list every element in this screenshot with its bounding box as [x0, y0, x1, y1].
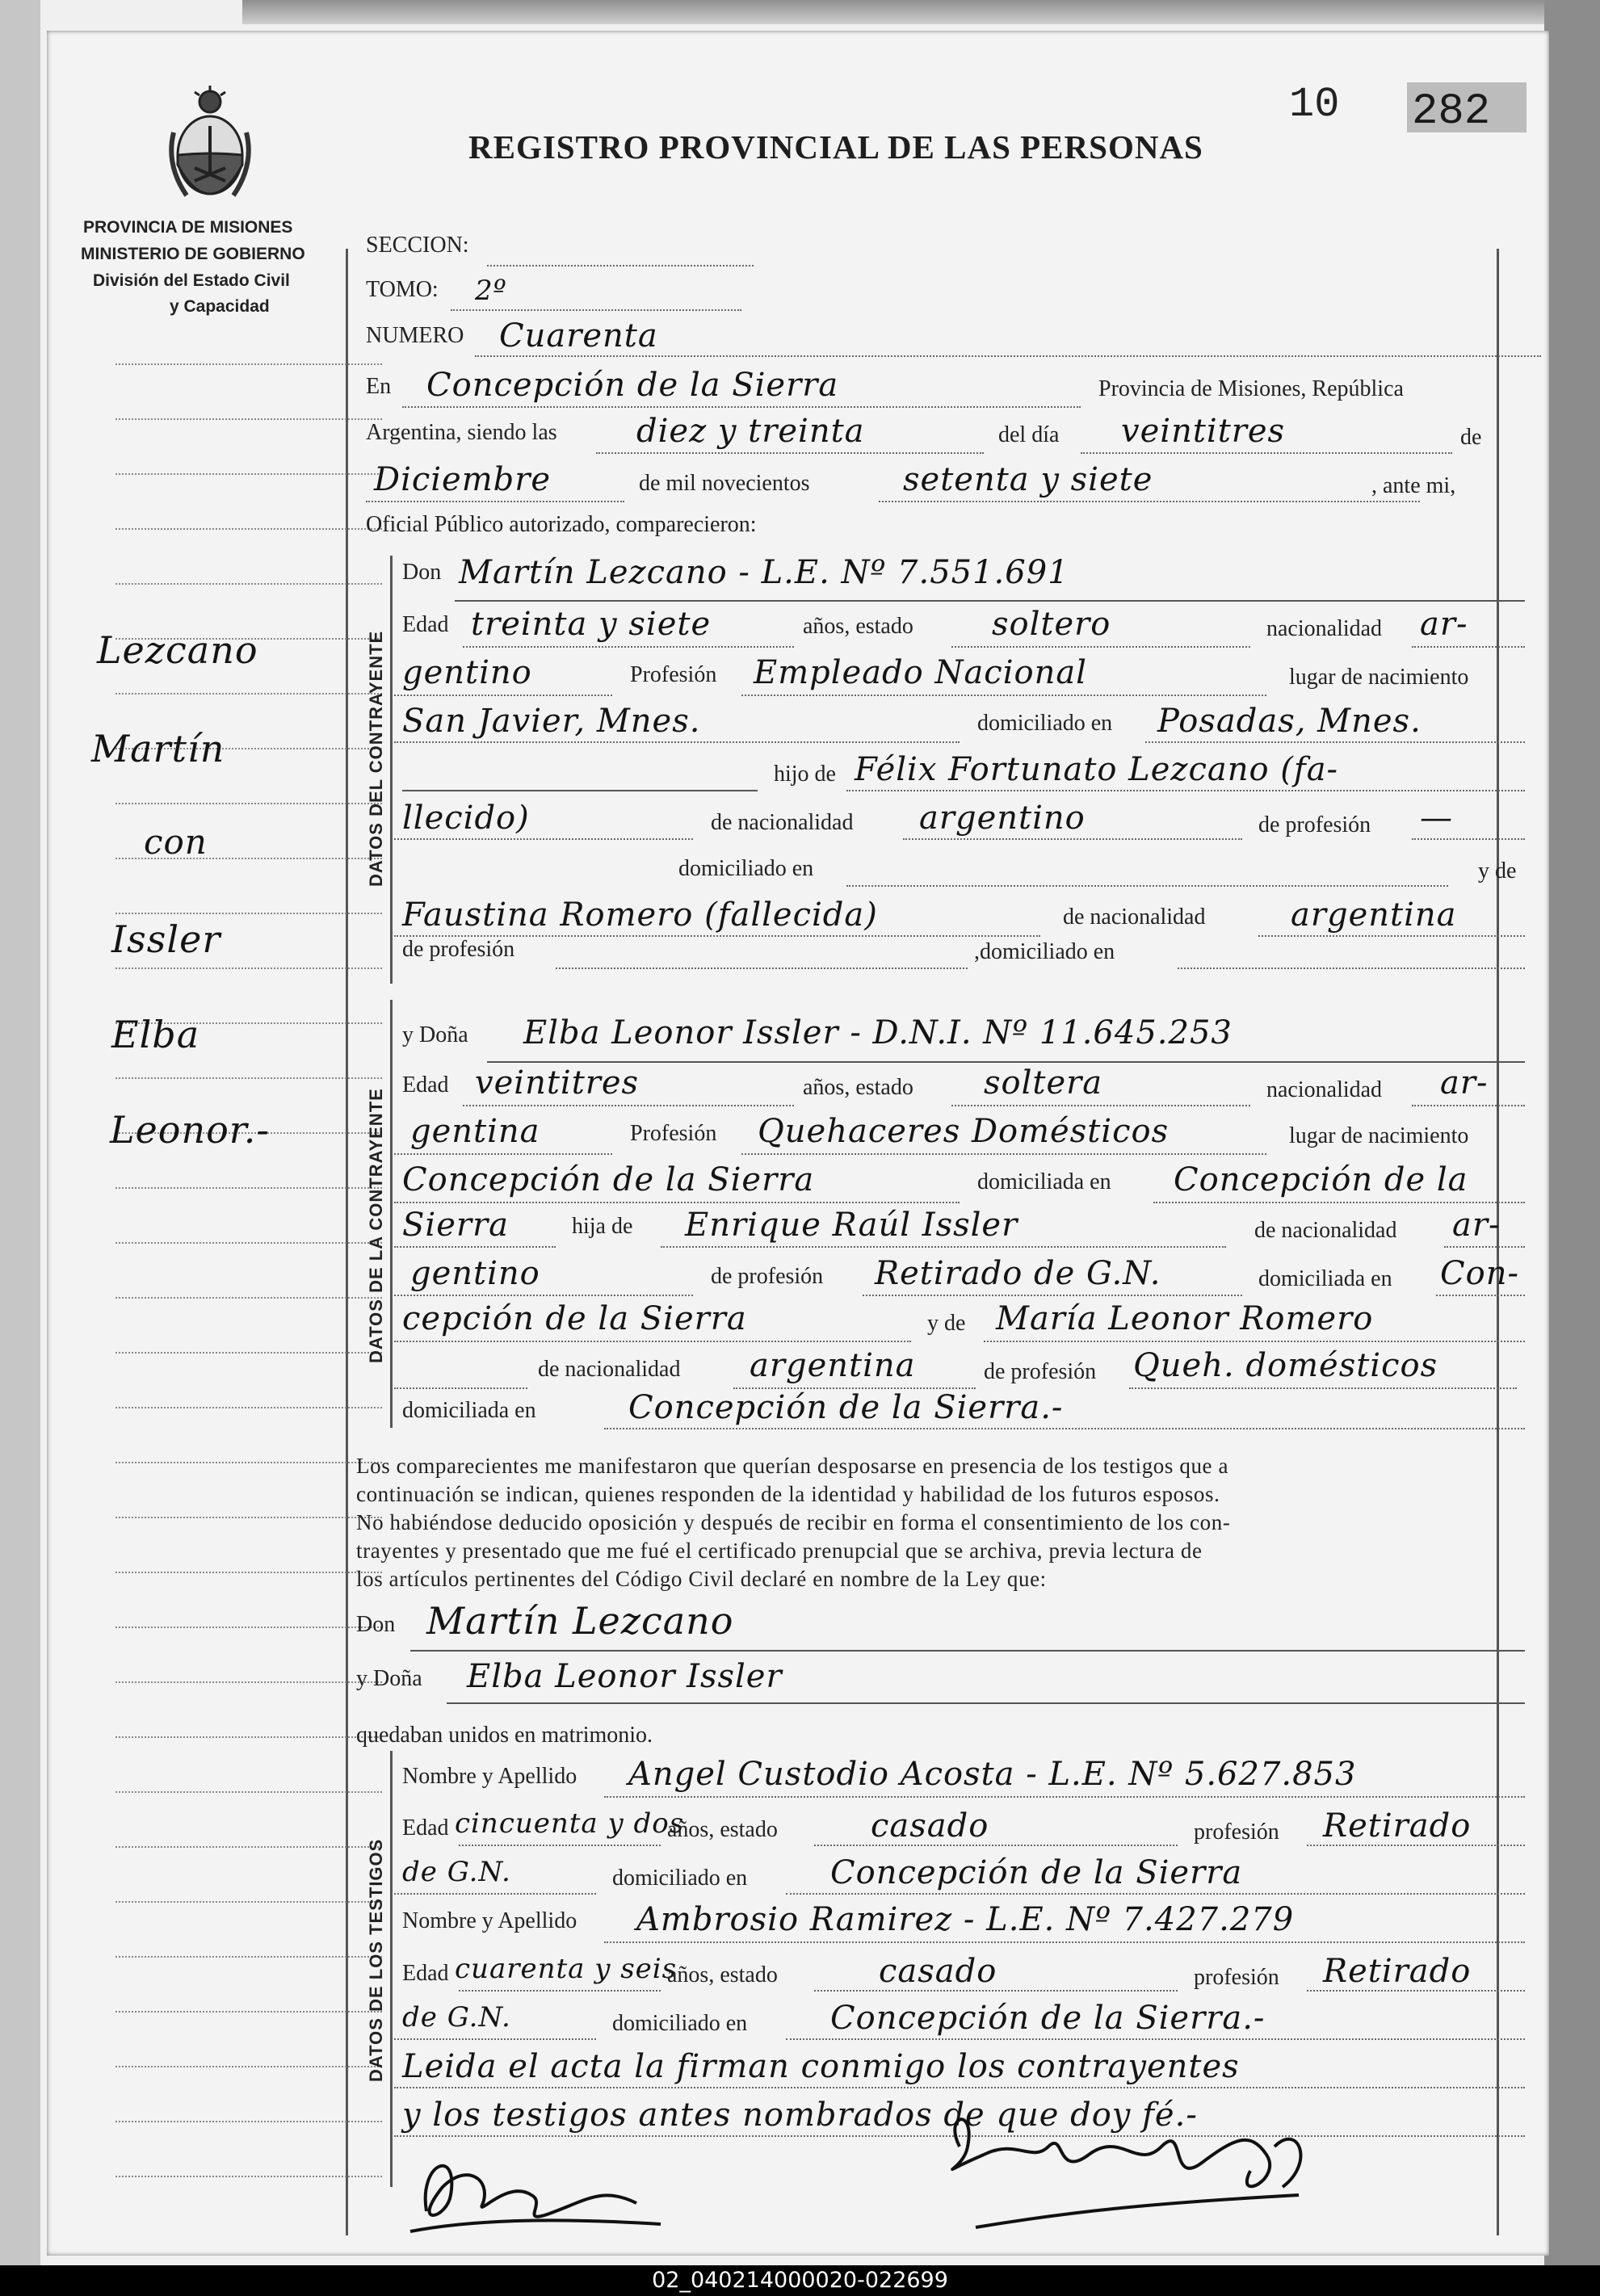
margin-rule: [115, 418, 382, 420]
c2-domicilio-line: [1153, 1202, 1525, 1203]
contrayente1-bracket: [390, 556, 393, 984]
margin-rule: [115, 2176, 382, 2177]
c1-lugar-nac-label: lugar de nacimiento: [1289, 665, 1469, 690]
page-top-edge: [242, 0, 1575, 24]
decl-don-label: Don: [356, 1612, 396, 1637]
t1-edad-label: Edad: [402, 1815, 449, 1841]
de-label: de: [1460, 425, 1482, 450]
margin-rule: [115, 1572, 382, 1573]
margin-rule: [115, 1517, 382, 1518]
c1-padre2-value: llecido): [402, 800, 530, 837]
margin-rule: [115, 693, 382, 695]
dia-line: [1081, 452, 1452, 454]
contrayente2-side-label: DATOS DE LA CONTRAYENTE: [366, 1088, 386, 1363]
margin-rule: [115, 1297, 382, 1299]
c1-lugar-nac-value: San Javier, Mnes.: [402, 703, 701, 740]
c2-profesion-label: Profesión: [630, 1121, 717, 1146]
seccion-line: [487, 265, 754, 267]
c2-madre-prof-label: de profesión: [984, 1359, 1097, 1384]
margin-rule: [115, 583, 382, 585]
c2-madre-prof-value: Queh. domésticos: [1133, 1347, 1438, 1384]
c2-hija-de-label: hija de: [572, 1214, 633, 1239]
c1-padre-dom-label: domiciliado en: [678, 856, 814, 881]
oficial-label: Oficial Público autorizado, comparecieron:: [366, 512, 757, 537]
c1-padre-dom-line: [846, 885, 1448, 887]
del-dia-label: del día: [998, 422, 1060, 447]
margin-name-4: Issler: [111, 917, 221, 961]
c2-madre-nac-label: de nacionalidad: [538, 1357, 681, 1382]
c1-domicilio-value: Posadas, Mnes.: [1157, 703, 1422, 740]
t1-anos-estado-label: años, estado: [667, 1817, 778, 1842]
margin-rule: [115, 1462, 382, 1463]
margin-rule: [115, 1187, 382, 1189]
c1-nac2-line: [394, 695, 612, 696]
statement-line-1: Los comparecientes me manifestaron que querían desposarse en presencia de los testigos que a: [356, 1454, 1229, 1478]
c2-nac2-line: [394, 1153, 612, 1155]
t2-profesion1-value: Retirado: [1323, 1953, 1472, 1990]
c1-profesion-value: Empleado Nacional: [754, 654, 1087, 691]
c2-domiciliada-label: domiciliada en: [977, 1169, 1111, 1194]
margin-rule: [115, 803, 382, 804]
closing-text-1: Leida el acta la firman conmigo los contrayentes: [402, 2048, 1240, 2085]
c1-edad-label: Edad: [402, 612, 449, 637]
c1-padre-nac-value: argentino: [919, 800, 1086, 837]
c1-padre1-value: Félix Fortunato Lezcano (fa-: [855, 751, 1339, 788]
c1-nombre-value: Martín Lezcano - L.E. Nº 7.551.691: [459, 554, 1069, 591]
margin-rule: [115, 1956, 382, 1958]
t1-estado-line: [814, 1845, 1178, 1846]
decl-dona-value: Elba Leonor Issler: [467, 1658, 783, 1695]
margin-rule: [115, 1846, 382, 1848]
c1-padre-prof-line: [1412, 838, 1525, 840]
c1-padre-line: [846, 790, 1525, 791]
t2-estado-line: [814, 1990, 1178, 1992]
t1-nombre-line: [604, 1796, 1525, 1798]
margin-name-5: Elba: [111, 1013, 200, 1056]
margin-rule: [115, 1901, 382, 1903]
t1-domicilio-line: [786, 1893, 1525, 1895]
signature-right-icon: [895, 2098, 1347, 2244]
c2-padre-dom-line: [1436, 1295, 1525, 1296]
t1-profesion1-value: Retirado: [1323, 1807, 1472, 1845]
c2-domicilio1-value: Concepción de la: [1174, 1161, 1468, 1198]
c2-nac-line: [1412, 1105, 1525, 1106]
c1-domiciliado-label: domiciliado en: [977, 711, 1113, 736]
t1-profesion-line: [1307, 1845, 1525, 1846]
province-label: PROVINCIA DE MISIONES: [83, 218, 293, 237]
c1-madre-nac-line: [1258, 935, 1525, 937]
c1-madre-nac-value: argentina: [1291, 896, 1457, 934]
c2-padre-nac2-value: gentino: [410, 1255, 540, 1292]
c2-padre-dom1-value: Con-: [1440, 1255, 1519, 1292]
en-label: En: [366, 374, 392, 399]
statement-line-4: trayentes y presentado que me fué el certificado prenupcial que se archiva, previa lectura de: [356, 1538, 1203, 1563]
book-edge-right: [1544, 0, 1600, 2265]
c2-nac2-value: gentina: [410, 1113, 540, 1150]
margin-name-3: con: [144, 822, 208, 862]
margin-rule: [115, 473, 382, 475]
c2-edad-label: Edad: [402, 1072, 449, 1098]
closing-text-2: y los testigos antes nombrados de que doy fé.-: [402, 2097, 1198, 2134]
t1-edad-line: [459, 1845, 661, 1846]
c1-padre-prof-value: —: [1420, 800, 1453, 837]
c1-madre-nac-label: de nacionalidad: [1063, 905, 1206, 930]
c2-padre-nac1-value: ar-: [1452, 1207, 1501, 1244]
t1-estado-value: casado: [871, 1807, 989, 1845]
t2-nombre-label: Nombre y Apellido: [402, 1908, 577, 1933]
margin-rule: [115, 2121, 382, 2122]
c2-lugar-nac-value: Concepción de la Sierra: [402, 1161, 815, 1198]
c2-de-nacionalidad-label: de nacionalidad: [1254, 1218, 1397, 1243]
margin-rule: [115, 363, 382, 365]
mes-line: [366, 501, 624, 502]
c1-nac1-value: ar-: [1420, 606, 1468, 643]
anio-line: [879, 501, 1420, 502]
division-label-2: y Capacidad: [170, 297, 270, 316]
c1-de-nacionalidad-label: de nacionalidad: [711, 810, 854, 835]
c2-edad-value: veintitres: [475, 1064, 640, 1102]
hora-value: diez y treinta: [636, 413, 865, 450]
c2-profesion-value: Quehaceres Domésticos: [758, 1113, 1170, 1150]
c2-padre-nac-line: [1444, 1246, 1525, 1248]
t2-nombre-value: Ambrosio Ramirez - L.E. Nº 7.427.279: [636, 1901, 1295, 1938]
coat-of-arms-icon: [162, 84, 258, 205]
c2-madre-line: [984, 1341, 1525, 1342]
c2-lugar-nac-line: [394, 1202, 960, 1203]
t2-domicilio-line: [786, 2038, 1525, 2040]
c2-domicilio2-line: [394, 1246, 556, 1248]
signature-left-icon: [394, 2130, 685, 2244]
t1-nombre-label: Nombre y Apellido: [402, 1764, 577, 1789]
c1-madre-dom-label: ,domiciliado en: [974, 939, 1115, 964]
c2-madre-dom-label: domiciliada en: [402, 1398, 536, 1423]
t2-edad-line: [459, 1990, 661, 1992]
margin-rule: [115, 1077, 382, 1079]
margin-name-1: Lezcano: [97, 628, 258, 672]
testigos-side-label: DATOS DE LOS TESTIGOS: [366, 1838, 386, 2082]
lugar-value: Concepción de la Sierra: [426, 367, 839, 404]
page-number: 282: [1412, 87, 1491, 136]
register-page: [47, 31, 1549, 2256]
book-binding-left: [0, 0, 40, 2265]
lugar-line: [402, 406, 1081, 408]
c2-nacionalidad-label: nacionalidad: [1266, 1077, 1383, 1102]
c2-estado-value: soltera: [984, 1064, 1103, 1102]
argentina-label: Argentina, siendo las: [366, 420, 557, 445]
c1-nac-line: [1412, 646, 1525, 648]
c1-anos-estado-label: años, estado: [803, 614, 913, 639]
t1-domicilio-value: Concepción de la Sierra: [830, 1854, 1243, 1891]
t1-domiciliado-label: domiciliado en: [612, 1866, 748, 1891]
t2-profesion2-value: de G.N.: [402, 2001, 511, 2034]
c1-domicilio-line: [1145, 741, 1525, 743]
seccion-label: SECCION:: [366, 233, 469, 258]
t1-profesion2-value: de G.N.: [402, 1856, 511, 1888]
c2-padre-prof-value: Retirado de G.N.: [875, 1255, 1161, 1292]
c2-padre-dom2-value: cepción de la Sierra: [402, 1300, 747, 1337]
testigos-bracket: [390, 1751, 393, 2187]
decl-dona-line: [447, 1702, 1525, 1704]
margin-rule: [115, 528, 382, 530]
margin-rule: [115, 1352, 382, 1354]
c1-lugar-nac-line: [394, 741, 960, 743]
ante-mi-label: , ante mi,: [1371, 473, 1456, 498]
c2-madre-dom-line: [604, 1428, 1525, 1429]
t2-profesion2-line: [394, 2038, 596, 2040]
decl-don-value: Martín Lezcano: [426, 1599, 734, 1643]
c2-madre-dom-value: Concepción de la Sierra.-: [628, 1389, 1064, 1426]
c2-padre-value: Enrique Raúl Issler: [685, 1207, 1018, 1244]
t2-profesion-line: [1307, 1990, 1525, 1992]
c2-nac1-value: ar-: [1440, 1064, 1489, 1102]
c1-don-label: Don: [402, 560, 442, 585]
numero-line: [475, 355, 1541, 357]
t2-nombre-line: [604, 1941, 1525, 1943]
margin-rule: [115, 1681, 382, 1683]
tomo-value: 2º: [475, 275, 507, 307]
statement-line-5: los artículos pertinentes del Código Civil declaré en nombre de la Ley que:: [356, 1567, 1047, 1591]
statement-line-2: continuación se indican, quienes responden de la identidad y habilidad de los futuros esposos.: [356, 1482, 1220, 1506]
c1-padre2-line: [394, 838, 693, 840]
ministry-label: MINISTERIO DE GOBIERNO: [81, 245, 305, 263]
c2-y-de-label: y de: [927, 1311, 966, 1336]
provincia-label: Provincia de Misiones, República: [1098, 376, 1404, 401]
margin-rule: [115, 2011, 382, 2013]
division-label-1: División del Estado Civil: [93, 271, 290, 290]
c2-y-dona-label: y Doña: [402, 1022, 468, 1047]
c1-profesion-label: Profesión: [630, 662, 717, 687]
c2-padre-line: [661, 1246, 1226, 1248]
margin-rule: [115, 913, 382, 914]
tomo-line: [451, 309, 741, 311]
c2-profesion-line: [741, 1153, 1266, 1155]
c2-blank-line: [394, 1387, 527, 1389]
t1-edad-value: cincuenta y dos: [455, 1807, 685, 1840]
c1-padre-nac-line: [903, 838, 1242, 840]
de-mil-label: de mil novecientos: [639, 471, 810, 496]
contrayente2-bracket: [390, 1000, 393, 1428]
dia-value: veintitres: [1121, 413, 1286, 450]
numero-label: NUMERO: [366, 323, 464, 348]
c1-madre-prof-line: [556, 968, 968, 969]
margin-name-2: Martín: [91, 727, 225, 770]
t1-profesion2-line: [394, 1893, 596, 1895]
t1-profesion-label: profesión: [1194, 1820, 1279, 1845]
margin-rule: [115, 1407, 382, 1408]
c1-madre-value: Faustina Romero (fallecida): [402, 896, 878, 934]
c2-de-profesion-label: de profesión: [711, 1264, 824, 1289]
c1-estado-value: soltero: [992, 606, 1111, 643]
decl-dona-label: y Doña: [356, 1666, 422, 1691]
c1-y-de-label: y de: [1478, 858, 1517, 884]
c2-madre-prof-line: [1129, 1387, 1517, 1389]
t2-edad-value: cuarenta y seis: [455, 1953, 678, 1985]
c1-estado-line: [951, 646, 1250, 648]
t1-nombre-value: Angel Custodio Acosta - L.E. Nº 5.627.853: [628, 1756, 1357, 1793]
numero-value: Cuarenta: [499, 317, 658, 355]
c2-nombre-value: Elba Leonor Issler - D.N.I. Nº 11.645.253: [523, 1014, 1233, 1051]
anio-value: setenta y siete: [903, 461, 1153, 498]
image-id-footer: 02_040214000020-022699: [0, 2265, 1600, 2296]
margin-rule: [115, 2066, 382, 2067]
c2-anos-estado-label: años, estado: [803, 1075, 913, 1100]
folio-number: 10: [1289, 81, 1340, 128]
c2-padre-dom2-line: [394, 1341, 911, 1342]
c1-profesion-line: [741, 695, 1266, 696]
c2-madre-value: María Leonor Romero: [996, 1300, 1374, 1337]
c1-nacionalidad-label: nacionalidad: [1266, 616, 1383, 641]
c2-padre-nac2-line: [394, 1295, 693, 1296]
c1-nac2-value: gentino: [402, 654, 532, 691]
t2-estado-value: casado: [879, 1953, 997, 1990]
t2-domicilio-value: Concepción de la Sierra.-: [830, 2000, 1266, 2037]
decl-don-line: [410, 1650, 1525, 1652]
margin-rule: [115, 1242, 382, 1244]
closing-line-1: [394, 2087, 1525, 2088]
page-title: REGISTRO PROVINCIAL DE LAS PERSONAS: [468, 128, 1203, 166]
c2-padre-prof-line: [863, 1295, 1242, 1296]
t2-edad-label: Edad: [402, 1961, 449, 1986]
c1-madre-dom-line: [1178, 968, 1525, 969]
c2-edad-line: [463, 1105, 794, 1106]
c2-estado-line: [951, 1105, 1250, 1106]
t2-anos-estado-label: años, estado: [667, 1962, 778, 1987]
c1-edad-line: [463, 646, 794, 648]
margin-rule: [115, 1791, 382, 1793]
c2-nombre-line: [487, 1061, 1525, 1063]
t2-domiciliado-label: domiciliado en: [612, 2011, 748, 2036]
quedaban-label: quedaban unidos en matrimonio.: [356, 1723, 653, 1748]
mes-value: Diciembre: [374, 461, 552, 498]
tomo-label: TOMO:: [366, 277, 439, 302]
margin-name-6: Leonor.-: [110, 1108, 270, 1152]
c1-hijo-de-label: hijo de: [774, 762, 836, 787]
c1-nombre-line: [455, 600, 1525, 602]
margin-rule: [115, 968, 382, 969]
contrayente1-side-label: DATOS DEL CONTRAYENTE: [366, 630, 386, 887]
c1-de-profesion-label: de profesión: [1258, 812, 1371, 837]
c2-madre-nac-value: argentina: [750, 1347, 916, 1384]
c2-lugar-nac-label: lugar de nacimiento: [1289, 1123, 1469, 1148]
c1-madre-prof-label: de profesión: [402, 937, 515, 962]
margin-rule: [115, 1627, 382, 1628]
c2-padre-dom-label: domiciliada en: [1258, 1266, 1392, 1291]
c1-blank-line: [402, 790, 758, 791]
hora-line: [596, 452, 984, 454]
c1-edad-value: treinta y siete: [471, 606, 712, 643]
c2-domicilio2-value: Sierra: [402, 1207, 509, 1244]
t2-profesion-label: profesión: [1194, 1965, 1279, 1990]
margin-rule: [115, 1736, 382, 1738]
statement-line-3: No habiéndose deducido oposición y después de recibir en forma el consentimiento de los con-: [356, 1510, 1231, 1534]
